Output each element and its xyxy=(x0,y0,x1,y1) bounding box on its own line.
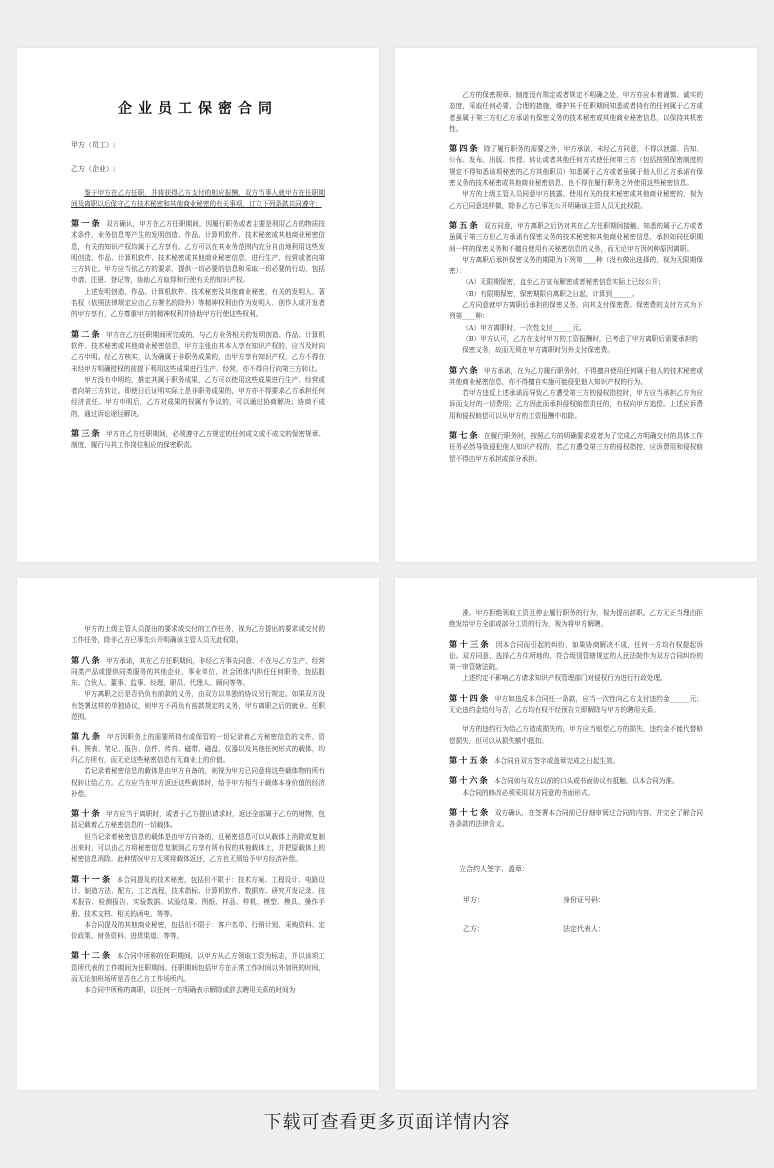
article-15-text: 本合同自双方签字或盖章完成之日起生效。 xyxy=(493,756,620,765)
article-7-text: 在履行职务时，按照乙方的明确要求或者为了完成乙方明确交付的具体工作任务必然导致侵犯他人知识产权的，若乙方遭受第三方的侵权指控，应诉费用和侵权赔偿不得由甲方承担或部分承担。 xyxy=(449,432,703,463)
page-4-continuation: 准。甲方拒绝领取工资且停止履行职务的行为，视为提出辞职。乙方无正当理由拒绝发给甲方全部或部分工资的行为，视为将甲方解聘。 xyxy=(449,609,703,629)
article-10-heading: 第十条 xyxy=(71,808,102,819)
article-7-heading: 第七条 xyxy=(449,430,480,441)
signature-row-a xyxy=(449,895,703,906)
party-a-label: 甲方（员工）: xyxy=(71,141,116,149)
article-11-heading: 第十一条 xyxy=(71,873,113,884)
article-9-heading: 第九条 xyxy=(71,731,103,742)
article-12-paragraph-2: 本合同中所称的离职，以任何一方明确表示解除或辞去聘用关系的时间为 xyxy=(84,986,296,995)
article-10-paragraph-2: 但当记录着秘密信息的载体是由甲方自备的，且秘密信息可以从载体上消除或复制出来时，可以由乙方将秘密信息复制到乙方享有所有权的其他载体上，并把原载体上的秘密信息消除。此种情况甲方无须将载体返还，乙方也无须给予甲方经济补偿。 xyxy=(71,832,325,864)
article-13-paragraph-2: 上述约定不影响乙方请求知识产权管理部门对侵权行为进行行政处理。 xyxy=(462,674,667,683)
article-17-text: 双方确认，在签署本合同前已仔细审阅过合同的内容，并完全了解合同各条款的法律含义。 xyxy=(449,808,703,829)
document-page-4 xyxy=(395,578,757,1090)
article-13-heading: 第十三条 xyxy=(449,638,492,649)
article-4 xyxy=(449,143,703,189)
article-16 xyxy=(449,775,703,787)
article-5-payment-b: （B）甲方认可，乙方在支付甲方的工资报酬时，已考虑了甲方离职后需要承担的保密义务，故而无须在甲方离职时另外支付保密费。 xyxy=(462,334,698,355)
article-6-heading: 第六条 xyxy=(449,364,480,375)
article-11-text: 本合同提及的技术秘密，包括但不限于：技术方案、工程设计、电路设计、制造方法、配方、工艺流程、技术指标、计算机软件、数据库、研究开发记录、技术报告、检测报告、实验数据、试验结果、图纸、样品、样机、模型、模具、操作手册、技术文档、相关的函电、等等。 xyxy=(71,875,325,918)
article-3 xyxy=(71,428,325,452)
article-6-text: 甲方承诺，在为乙方履行职务时，不得擅自使用任何属于他人的技术秘密或其他商业秘密信息，亦不得擅自实施可能侵犯他人知识产权的行为。 xyxy=(449,366,703,386)
article-2-text: 甲方在乙方任职期间所完成的、与乙方业务相关的发明创造、作品、计算机软件、技术秘密或其他商业秘密信息，甲方主张由其本人享有知识产权的，应当及时向乙方申明。经乙方核实，认为确属于非职务成果的，由甲方享有知识产权，乙方不得在未经甲方明确授权的前提下利用这些成果进行生产、经营，亦不得自行向第三方转让。 xyxy=(71,330,325,373)
article-8 xyxy=(71,655,325,690)
article-14 xyxy=(449,693,703,717)
document-page-3 xyxy=(17,578,379,1090)
article-5-paragraph-3: 乙方同意就甲方离职后承担的保密义务，向其支付保密费。保密费的支付方式为下列第____种： xyxy=(449,301,703,321)
article-13-text: 因本合同而引起的纠纷，如果协商解决不成，任何一方均有权提起诉讼。双方同意，选择乙方住所地的、符合级别管辖规定的人民法院作为双方合同纠纷的第一审管辖法院。 xyxy=(449,640,703,672)
article-16-text: 本合同如与双方以前的口头或书面协议有抵触，以本合同为准。 xyxy=(493,777,679,786)
article-17-heading: 第十七条 xyxy=(449,806,491,817)
article-12-text: 本合同中所称的任职期间，以甲方从乙方领取工资为标志，并以该项工资所代表的工作期间为任职期间。任职期间包括甲方在正常工作时间以外加班的时间，而无论加班场所是否在乙方工作场所内。 xyxy=(71,952,325,984)
article-2 xyxy=(71,329,325,375)
article-6 xyxy=(449,365,703,389)
article-14-text: 甲方如违反本合同任一条款，应当一次性向乙方支付违约金______元；无论违约金给付与否，乙方均有权不经预告立即解除与甲方的聘用关系。 xyxy=(449,694,703,715)
document-page-1 xyxy=(17,48,379,562)
article-13 xyxy=(449,639,703,674)
article-1-heading: 第一条 xyxy=(71,218,102,228)
article-4-paragraph-2: 甲方的上级主管人员同意甲方披露、使用有关的技术秘密或其他商业秘密的，视为乙方已同意这样做，除非乙方已事先公开明确该主管人员无此权限。 xyxy=(449,190,703,210)
preamble: 鉴于甲方在乙方任职，并将获得乙方支付的相应报酬，双方当事人就甲方在任职期间及离职以后保守乙方技术秘密和其他商业秘密的有关事项，订立下列条款共同遵守： xyxy=(71,189,325,208)
article-5-option-b: （B）有限期保密，保密期限自离职之日起，计算到______。 xyxy=(462,289,639,298)
article-14-paragraph-2: 甲方的违约行为给乙方造成损失的，甲方应当赔偿乙方的损失，违约金不能代替赔偿损失，但可以从损失额中抵扣。 xyxy=(449,725,703,745)
article-1 xyxy=(71,218,325,287)
article-11 xyxy=(71,874,325,920)
article-10 xyxy=(71,808,325,832)
article-5-heading: 第五条 xyxy=(449,219,480,230)
article-12 xyxy=(71,950,325,985)
article-1-text: 双方确认，甲方在乙方任职期间，因履行职务或者主要是利用乙方的物质技术条件、业务信息等产生的发明创造、作品、计算机软件、技术秘密或其他商业秘密信息，有关的知识产权均属于乙方享有。乙方可以在其业务范围内充分自由地利用这些发明创造、作品、计算机软件、技术秘密或其他商业秘密信息，进行生产、经营或者向第三方转让。甲方应当依乙方的要求，提供一切必要的信息和采取一切必要的行动，包括申请、注册、登记等，协助乙方取得和行使有关的知识产权。 xyxy=(71,220,325,285)
document-title: 企业员工保密合同 xyxy=(118,101,278,117)
article-6-paragraph-2: 若甲方违反上述承诺而导致乙方遭受第三方的侵权指控时，甲方应当承担乙方为应诉而支付的一切费用；乙方因此而承担侵权赔偿责任的，有权向甲方追偿。上述应诉费用和侵权赔偿可以从甲方的工资报酬中扣除。 xyxy=(449,389,703,420)
article-16-paragraph-2: 本合同的修改必须采用双方同意的书面形式。 xyxy=(462,788,595,797)
article-8-text: 甲方承诺，其在乙方任职期间，非经乙方事先同意，不在与乙方生产、经营同类产品或提供同类服务的其他企业、事业单位、社会团体内担任任何职务，包括股东、合伙人、董事、监事、经理、职员、代理人、顾问等等。 xyxy=(71,656,325,688)
article-2-paragraph-2: 甲方没有申明的，推定其属于职务成果，乙方可以使用这些成果进行生产、经营或者向第三方转让。即使日后证明实际上是非职务成果的，甲方亦不得要求乙方承担任何经济责任。甲方申明后，乙方对成果的权属有争议的，可以通过协商解决；协商不成的，通过诉讼途径解决。 xyxy=(71,375,325,418)
article-15-heading: 第十五条 xyxy=(449,754,490,765)
article-5 xyxy=(449,220,703,255)
article-4-heading: 第四条 xyxy=(449,143,480,154)
article-17 xyxy=(449,807,703,831)
article-3-text: 甲方在乙方任职期间，必须遵守乙方规定的任何成文或不成文的保密规章、制度，履行与其工作岗位相应的保密职责。 xyxy=(71,430,325,450)
download-more-link[interactable]: 下载可查看更多页面详情内容 xyxy=(263,1112,511,1133)
signature-legal-rep: 法定代表人： xyxy=(563,925,605,934)
article-14-heading: 第十四条 xyxy=(449,692,491,703)
article-9 xyxy=(71,731,325,766)
article-7 xyxy=(449,430,703,465)
signature-title: 立合约人签字、盖章： xyxy=(459,865,529,874)
article-9-text: 甲方因职务上的需要所持有或保管的一切记录着乙方秘密信息的文件、资料、图表、笔记、报告、信件、传真、磁带、磁盘、仪器以及其他任何形式的载体，均归乙方所有，而无论这些秘密信息有无商业上的价值。 xyxy=(71,733,325,764)
article-2-heading: 第二条 xyxy=(71,328,102,339)
signature-row-b xyxy=(449,924,703,935)
article-8-paragraph-2: 甲方离职之后是否仍负有前款的义务，由双方以单独的协议另行规定。如果双方没有签署这样的单独协议，则甲方不再负有前款规定的义务，甲方离职之后的就业、任职范围。 xyxy=(71,690,325,722)
party-b-label: 乙方（企业）: xyxy=(71,165,116,173)
article-16-heading: 第十六条 xyxy=(449,775,490,786)
article-8-heading: 第八条 xyxy=(71,654,102,665)
article-5-payment-a: （A）甲方离职时，一次性支付______元。 xyxy=(462,323,586,332)
article-5-paragraph-2: 甲方离职后承担保密义务的期限为下列第____种（没有做出选择的，视为无限期保密）： xyxy=(449,255,703,276)
article-5-option-a: （A）无限期保密，直至乙方宣布解密或者秘密信息实际上已经公开； xyxy=(462,278,665,287)
page-3-continuation: 甲方的上级主管人员提出的要求或交付的工作任务，视为乙方提出的要求或交付的工作任务，除非乙方已事先公开明确该主管人员无此权限。 xyxy=(71,625,325,645)
article-11-paragraph-2: 本合同提及的其他商业秘密，包括但不限于：客户名单、行销计划、采购资料、定价政策、财务资料、进货渠道、等等。 xyxy=(71,920,325,941)
article-3-heading: 第三条 xyxy=(71,428,102,439)
article-9-paragraph-2: 若记录着秘密信息的载体是由甲方自备的，则视为甲方已同意将这些载体物的所有权转让给乙方。乙方应当在甲方返还这些载体时，给予甲方相当于载体本身价值的经济补偿。 xyxy=(71,767,325,798)
article-5-text: 双方同意，甲方离职之后仍对其在乙方任职期间接触、知悉的属于乙方或者虽属于第三方但乙方承诺有保密义务的技术秘密和其他商业秘密信息，承担如同任职期间一样的保密义务和不擅自使用有关秘密信息的义务，而无论甲方因何种原因离职。 xyxy=(449,221,703,253)
signature-party-a: 甲方： xyxy=(463,896,484,905)
page-2-continuation: 乙方的保密规章、制度没有规定或者规定不明确之处，甲方亦应本着谨慎、诚实的态度，采取任何必要、合理的措施，维护其于任职期间知悉或者持有的任何属于乙方或者虽属于第三方但乙方承诺有保密义务的技术秘密或其他商业秘密信息，以保持其机密性。 xyxy=(449,91,703,133)
article-1-paragraph-2: 上述发明创造、作品、计算机软件、技术秘密及其他商业秘密，有关的发明人、著名权（依照法律规定应由乙方署名的除外）等精神权利由作为发明人、创作人或开发者的甲方享有，乙方尊重甲方的精神权利并协助甲方行使这些权利。 xyxy=(71,287,325,319)
article-12-heading: 第十二条 xyxy=(71,950,113,961)
article-4-text: 除了履行职务的需要之外，甲方承诺，未经乙方同意，不得以泄露、告知、公布、发布、出版、传授、转让或者其他任何方式使任何第三方（包括按照保密制度的规定不得知悉该项秘密的乙方其他职员）知悉属于乙方或者虽属于他人但乙方承诺有保密义务的技术秘密或其他商业秘密信息，也不得在履行职务之外使用这些秘密信息。 xyxy=(449,145,703,188)
article-10-text: 甲方应当于离职时，或者于乙方提出请求时，返还全部属于乙方的财物，包括记载着乙方秘密信息的一切载体。 xyxy=(71,810,325,830)
document-page-2 xyxy=(395,48,757,562)
article-15 xyxy=(449,755,703,767)
signature-party-b: 乙方： xyxy=(463,925,484,934)
signature-id-number: 身份证号码： xyxy=(563,896,605,905)
